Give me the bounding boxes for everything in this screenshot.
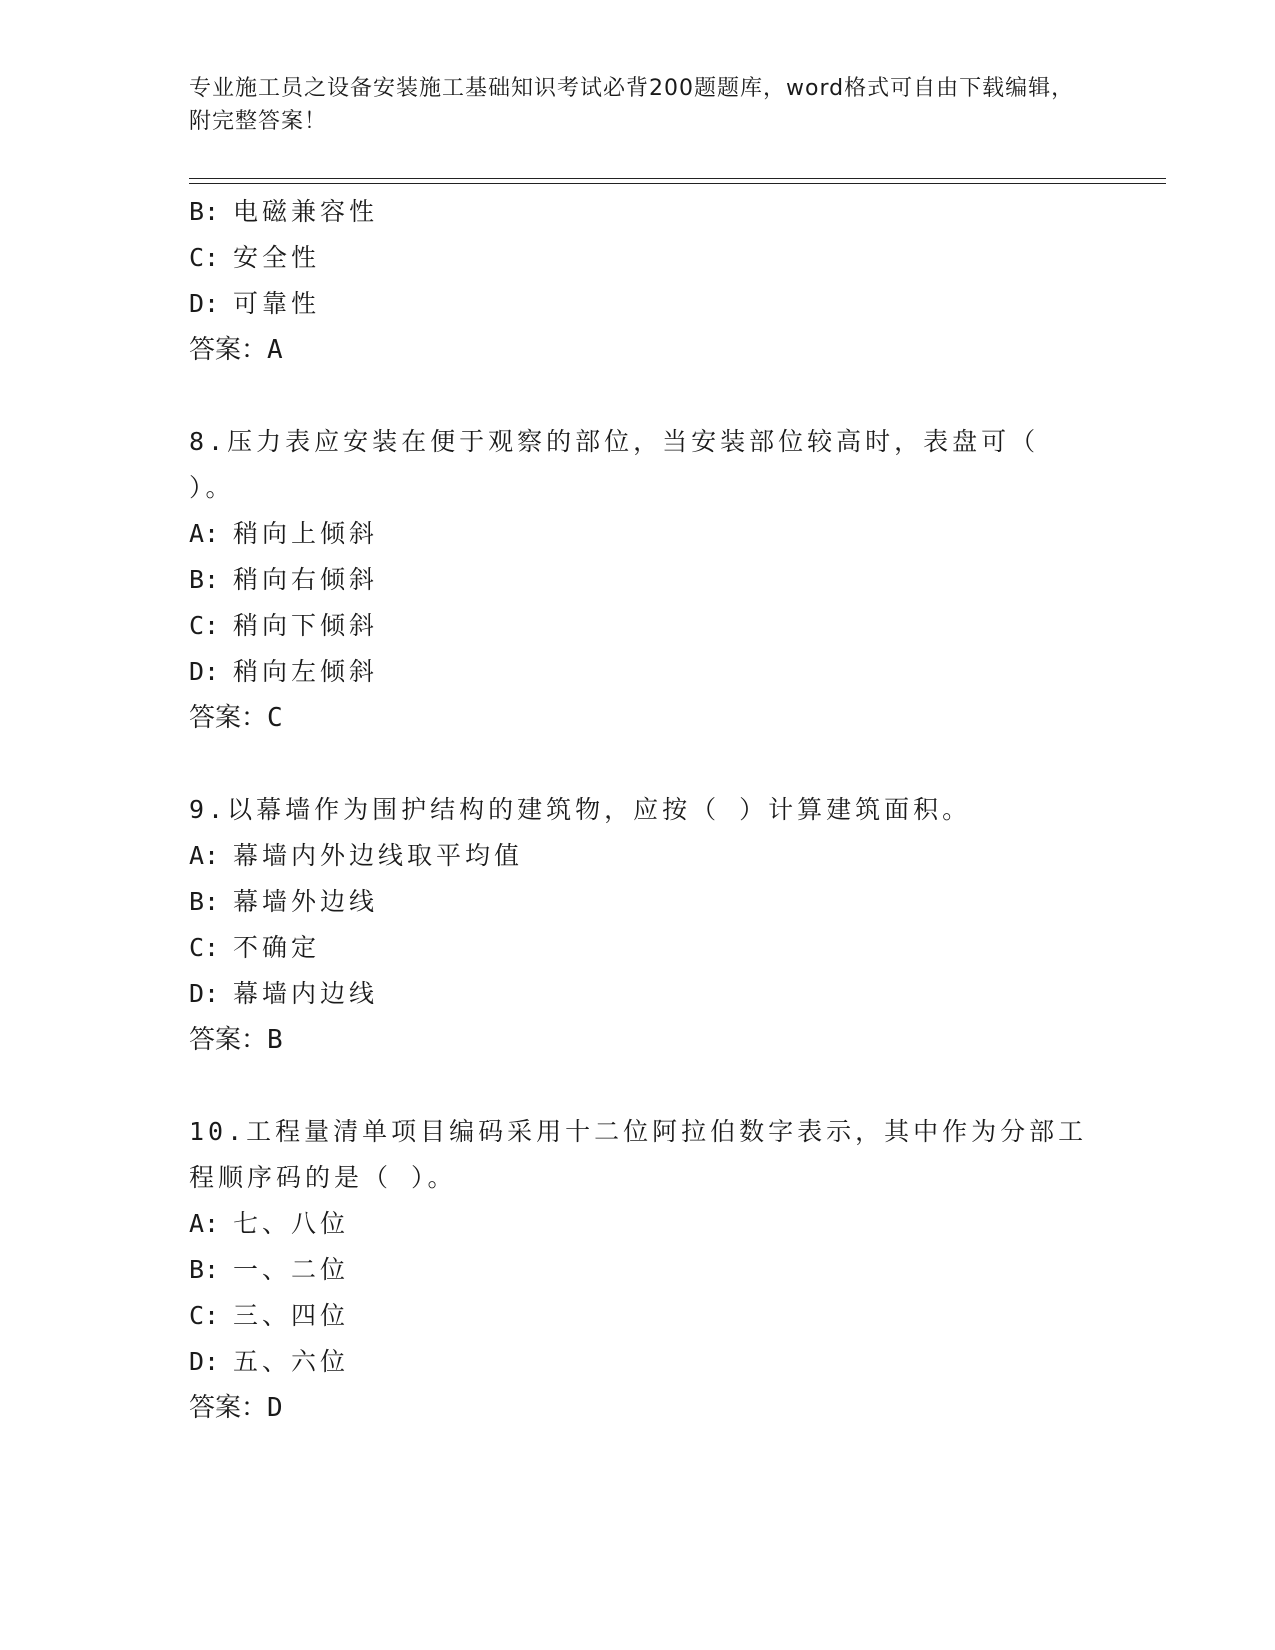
option-c	[189, 235, 1089, 281]
option-a	[189, 1201, 1089, 1247]
document-header: 专业施工员之设备安装施工基础知识考试必背200题题库，word格式可自由下载编辑，附完整答案！	[189, 76, 1075, 134]
option-label: C:	[189, 933, 220, 962]
option-text: 幕墙内边线	[233, 979, 379, 1008]
question-stem: 10.工程量清单项目编码采用十二位阿拉伯数字表示，其中作为分部工程顺序码的是（ ）。	[189, 1117, 1088, 1192]
answer-label: 答案：	[189, 703, 268, 733]
option-label: D:	[189, 289, 220, 318]
answer-value: B	[267, 1025, 283, 1055]
answer-value: A	[267, 335, 283, 365]
option-text: 幕墙外边线	[233, 887, 379, 916]
header-divider-bottom	[189, 183, 1166, 184]
option-text: 稍向下倾斜	[233, 611, 379, 640]
answer-line	[189, 1017, 1089, 1063]
answer-line	[189, 1385, 1089, 1431]
answer-line	[189, 695, 1089, 741]
option-label: D:	[189, 1347, 220, 1376]
answer-label: 答案：	[189, 1025, 268, 1055]
option-label: A:	[189, 1209, 220, 1238]
option-text: 幕墙内外边线取平均值	[233, 841, 524, 870]
answer-label: 答案：	[189, 1393, 268, 1423]
option-text: 一、二位	[233, 1255, 350, 1284]
question-list	[189, 189, 1089, 1431]
option-d	[189, 1339, 1089, 1385]
option-label: B:	[189, 887, 220, 916]
answer-line	[189, 327, 1089, 373]
option-b	[189, 879, 1089, 925]
option-text: 七、八位	[233, 1209, 350, 1238]
header-divider-top	[189, 178, 1166, 179]
question-9	[189, 787, 1089, 1063]
option-label: C:	[189, 611, 220, 640]
option-c	[189, 925, 1089, 971]
option-label: B:	[189, 565, 220, 594]
option-text: 稍向右倾斜	[233, 565, 379, 594]
option-b	[189, 557, 1089, 603]
question-8	[189, 419, 1089, 741]
question-stem: 9.以幕墙作为围护结构的建筑物，应按（ ）计算建筑面积。	[189, 795, 972, 824]
option-label: C:	[189, 1301, 220, 1330]
option-d	[189, 281, 1089, 327]
option-a	[189, 833, 1089, 879]
option-text: 稍向上倾斜	[233, 519, 379, 548]
answer-value: C	[267, 703, 283, 733]
option-label: C:	[189, 243, 220, 272]
option-d	[189, 649, 1089, 695]
option-d	[189, 971, 1089, 1017]
option-c	[189, 1293, 1089, 1339]
question-10	[189, 1109, 1089, 1431]
option-label: D:	[189, 979, 220, 1008]
question-7-continuation	[189, 189, 1089, 373]
option-b	[189, 1247, 1089, 1293]
option-text: 五、六位	[233, 1347, 350, 1376]
option-text: 三、四位	[233, 1301, 350, 1330]
option-label: D:	[189, 657, 220, 686]
answer-label: 答案：	[189, 335, 268, 365]
option-text: 安全性	[233, 243, 321, 272]
option-label: A:	[189, 841, 220, 870]
option-text: 可靠性	[233, 289, 321, 318]
option-label: B:	[189, 1255, 220, 1284]
option-text: 稍向左倾斜	[233, 657, 379, 686]
option-b	[189, 189, 1089, 235]
option-c	[189, 603, 1089, 649]
option-label: B:	[189, 197, 220, 226]
question-stem: 8.压力表应安装在便于观察的部位，当安装部位较高时，表盘可（ ）。	[189, 427, 1040, 502]
answer-value: D	[267, 1393, 283, 1423]
option-text: 不确定	[233, 933, 321, 962]
option-a	[189, 511, 1089, 557]
option-label: A:	[189, 519, 220, 548]
option-text: 电磁兼容性	[233, 197, 379, 226]
